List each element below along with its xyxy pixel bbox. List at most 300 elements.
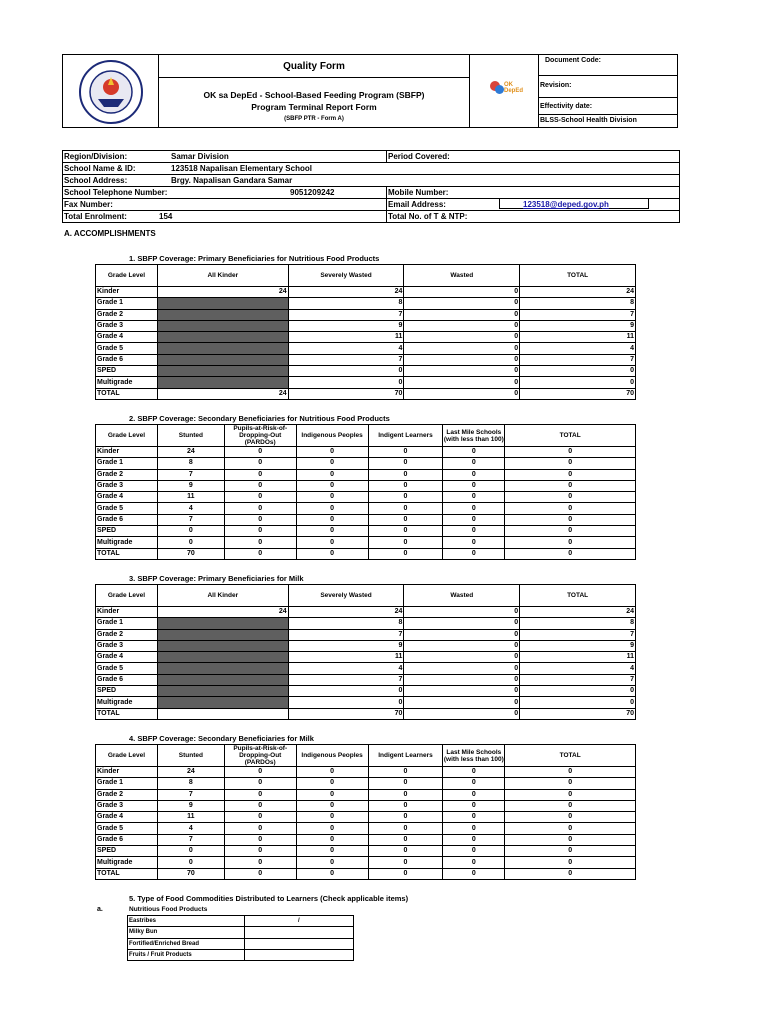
email-link[interactable]: 123518@deped.gov.ph (523, 200, 609, 209)
column-header: All Kinder (157, 585, 288, 607)
grade-level-cell: Grade 3 (96, 480, 158, 491)
value-cell: 0 (404, 618, 520, 629)
table-row (96, 469, 636, 480)
column-header: TOTAL (520, 265, 636, 287)
value-cell: 0 (443, 548, 505, 559)
value-cell: 0 (404, 343, 520, 354)
school-info-block (62, 150, 680, 223)
grade-level-cell: Kinder (96, 767, 158, 778)
value-cell: 0 (296, 789, 368, 800)
value-cell: 0 (520, 686, 636, 697)
ok-deped-logo-icon: OK DepEd (490, 79, 520, 97)
ok-logo-box (469, 54, 539, 128)
value-cell: 0 (443, 857, 505, 868)
value-cell: 0 (505, 800, 636, 811)
value-cell: 0 (520, 697, 636, 708)
value-cell: 0 (404, 320, 520, 331)
secondary-nutritious-table (95, 424, 636, 560)
tntp-label: Total No. of T & NTP: (388, 212, 468, 221)
school-name-label: School Name & ID: (64, 164, 136, 173)
value-cell: 70 (520, 388, 636, 399)
value-cell: 0 (296, 458, 368, 469)
value-cell: 11 (288, 652, 404, 663)
value-cell: 0 (404, 332, 520, 343)
grade-level-cell: SPED (96, 846, 158, 857)
value-cell: 0 (404, 686, 520, 697)
commodity-row (128, 949, 354, 960)
mobile-label: Mobile Number: (388, 188, 449, 197)
table-row (96, 354, 636, 365)
school-name-value: 123518 Napalisan Elementary School (171, 164, 312, 173)
value-cell: 0 (296, 537, 368, 548)
value-cell: 70 (288, 708, 404, 719)
value-cell: 7 (288, 309, 404, 320)
email-label: Email Address: (388, 200, 446, 209)
value-cell: 0 (157, 857, 224, 868)
table-row (96, 548, 636, 559)
value-cell: 0 (505, 480, 636, 491)
value-cell: 0 (505, 812, 636, 823)
value-cell: 0 (296, 447, 368, 458)
table-row (96, 537, 636, 548)
commodity-check-cell[interactable] (244, 938, 353, 949)
enrolment-label: Total Enrolment: (64, 212, 127, 221)
value-cell: 7 (157, 789, 224, 800)
value-cell: 0 (443, 823, 505, 834)
column-header: TOTAL (505, 745, 636, 767)
value-cell: 0 (443, 789, 505, 800)
value-cell: 0 (443, 767, 505, 778)
value-cell: 0 (224, 526, 296, 537)
column-header: TOTAL (505, 425, 636, 447)
value-cell: 0 (224, 846, 296, 857)
value-cell: 0 (505, 857, 636, 868)
grade-level-cell: TOTAL (96, 868, 158, 879)
column-header: Indigenous Peoples (296, 745, 368, 767)
value-cell: 8 (157, 458, 224, 469)
column-header: Pupils-at-Risk-of-Dropping-Out (PARDOs) (224, 745, 296, 767)
value-cell (157, 697, 288, 708)
value-cell: 0 (224, 458, 296, 469)
value-cell: 24 (157, 388, 288, 399)
value-cell: 0 (404, 309, 520, 320)
value-cell: 0 (368, 789, 443, 800)
value-cell: 4 (288, 663, 404, 674)
school-address-label: School Address: (64, 176, 128, 185)
grade-level-cell: SPED (96, 686, 158, 697)
value-cell: 0 (505, 767, 636, 778)
table-row (96, 503, 636, 514)
value-cell: 0 (505, 548, 636, 559)
table-row (96, 618, 636, 629)
commodity-check-cell[interactable] (244, 927, 353, 938)
value-cell: 0 (224, 778, 296, 789)
value-cell: 70 (288, 388, 404, 399)
value-cell: 0 (224, 492, 296, 503)
column-header: Wasted (404, 265, 520, 287)
table-row (96, 663, 636, 674)
grade-level-cell: TOTAL (96, 388, 158, 399)
value-cell: 0 (224, 812, 296, 823)
value-cell: 70 (520, 708, 636, 719)
grade-level-cell: Grade 4 (96, 492, 158, 503)
commodity-check-cell[interactable]: / (244, 916, 353, 927)
value-cell: 0 (224, 469, 296, 480)
value-cell (157, 366, 288, 377)
value-cell: 0 (368, 447, 443, 458)
primary-nutritious-table (95, 264, 636, 400)
value-cell: 7 (520, 354, 636, 365)
value-cell (157, 332, 288, 343)
commodities-caption: 5. Type of Food Commodities Distributed to Learners (Check applicable items) (129, 894, 409, 903)
column-header: Grade Level (96, 585, 158, 607)
form-code: (SBFP PTR - Form A) (284, 116, 344, 122)
value-cell: 0 (443, 480, 505, 491)
column-header: Severely Wasted (288, 265, 404, 287)
form-title-line1: OK sa DepEd - School-Based Feeding Program (SBFP) (203, 90, 425, 100)
value-cell: 0 (505, 834, 636, 845)
grade-level-cell: SPED (96, 526, 158, 537)
value-cell: 4 (288, 343, 404, 354)
column-header: All Kinder (157, 265, 288, 287)
grade-level-cell: SPED (96, 366, 158, 377)
grade-level-cell: Grade 5 (96, 823, 158, 834)
commodity-name: Fortified/Enriched Bread (128, 938, 245, 949)
column-header: Indigenous Peoples (296, 425, 368, 447)
grade-level-cell: Grade 5 (96, 503, 158, 514)
value-cell: 0 (288, 366, 404, 377)
form-header (62, 54, 678, 128)
column-header: Stunted (157, 425, 224, 447)
grade-level-cell: Grade 4 (96, 332, 158, 343)
commodity-check-cell[interactable] (244, 949, 353, 960)
value-cell: 24 (157, 767, 224, 778)
value-cell: 0 (368, 458, 443, 469)
phone-value: 9051209242 (290, 188, 335, 197)
grade-level-cell: Grade 2 (96, 309, 158, 320)
value-cell: 0 (224, 767, 296, 778)
value-cell: 0 (368, 514, 443, 525)
value-cell: 0 (368, 834, 443, 845)
value-cell: 0 (505, 514, 636, 525)
value-cell: 0 (443, 868, 505, 879)
school-address-value: Brgy. Napalisan Gandara Samar (171, 176, 293, 185)
value-cell: 8 (288, 298, 404, 309)
value-cell: 7 (288, 354, 404, 365)
table-row (96, 652, 636, 663)
grade-level-cell: Grade 4 (96, 812, 158, 823)
value-cell: 0 (368, 868, 443, 879)
commodities-table (127, 915, 354, 961)
grade-level-cell: Kinder (96, 607, 158, 618)
column-header: Wasted (404, 585, 520, 607)
value-cell: 9 (288, 640, 404, 651)
value-cell: 0 (368, 469, 443, 480)
value-cell: 0 (368, 778, 443, 789)
grade-level-cell: Grade 3 (96, 800, 158, 811)
value-cell: 0 (505, 537, 636, 548)
table-row (96, 298, 636, 309)
value-cell: 0 (443, 447, 505, 458)
commodity-name: Eastribes (128, 916, 245, 927)
value-cell: 0 (296, 868, 368, 879)
value-cell: 0 (505, 846, 636, 857)
table-row (96, 857, 636, 868)
value-cell (157, 652, 288, 663)
value-cell: 0 (443, 834, 505, 845)
commodities-sub-label: Nutritious Food Products (129, 906, 208, 913)
value-cell (157, 663, 288, 674)
value-cell: 0 (224, 480, 296, 491)
value-cell: 7 (157, 514, 224, 525)
value-cell: 0 (505, 503, 636, 514)
table-row (96, 514, 636, 525)
grade-level-cell: Grade 2 (96, 789, 158, 800)
value-cell: 0 (404, 388, 520, 399)
table-row (96, 674, 636, 685)
value-cell: 0 (288, 377, 404, 388)
column-header: Indigent Learners (368, 425, 443, 447)
value-cell: 0 (288, 686, 404, 697)
value-cell: 0 (296, 526, 368, 537)
table-row (96, 640, 636, 651)
document-code-label: Document Code: (545, 57, 601, 64)
grade-level-cell: Grade 1 (96, 618, 158, 629)
value-cell: 4 (520, 663, 636, 674)
value-cell: 4 (520, 343, 636, 354)
division-label: BLSS-School Health Division (540, 117, 637, 124)
value-cell: 0 (368, 526, 443, 537)
value-cell (157, 618, 288, 629)
value-cell: 9 (520, 640, 636, 651)
table-row (96, 607, 636, 618)
grade-level-cell: Kinder (96, 447, 158, 458)
column-header: TOTAL (520, 585, 636, 607)
value-cell: 0 (368, 846, 443, 857)
value-cell: 11 (288, 332, 404, 343)
value-cell: 9 (157, 800, 224, 811)
value-cell: 0 (505, 469, 636, 480)
value-cell: 0 (288, 697, 404, 708)
enrolment-value: 154 (159, 212, 173, 221)
value-cell: 0 (296, 469, 368, 480)
column-header: Grade Level (96, 265, 158, 287)
table-row (96, 868, 636, 879)
deped-seal-icon (78, 59, 144, 125)
value-cell: 0 (224, 868, 296, 879)
grade-level-cell: Grade 1 (96, 778, 158, 789)
value-cell: 0 (404, 629, 520, 640)
value-cell: 0 (443, 800, 505, 811)
value-cell: 0 (224, 800, 296, 811)
value-cell: 0 (224, 447, 296, 458)
value-cell: 0 (368, 548, 443, 559)
table-row (96, 480, 636, 491)
value-cell: 24 (157, 447, 224, 458)
grade-level-cell: Grade 5 (96, 663, 158, 674)
value-cell: 0 (505, 458, 636, 469)
commodity-name: Milky Bun (128, 927, 245, 938)
table4-caption: 4. SBFP Coverage: Secondary Beneficiaries for Milk (129, 734, 314, 743)
value-cell (157, 354, 288, 365)
value-cell: 0 (296, 492, 368, 503)
table-row (96, 287, 636, 298)
value-cell: 0 (520, 366, 636, 377)
value-cell: 0 (404, 287, 520, 298)
value-cell: 0 (157, 537, 224, 548)
value-cell: 7 (520, 674, 636, 685)
period-label: Period Covered: (388, 152, 450, 161)
column-header: Stunted (157, 745, 224, 767)
table-row (96, 629, 636, 640)
table-row (96, 343, 636, 354)
column-header: Pupils-at-Risk-of-Dropping-Out (PARDOs) (224, 425, 296, 447)
value-cell: 70 (157, 548, 224, 559)
grade-level-cell: TOTAL (96, 548, 158, 559)
value-cell: 0 (296, 767, 368, 778)
table-row (96, 686, 636, 697)
value-cell: 0 (505, 526, 636, 537)
commodity-row (128, 938, 354, 949)
commodities-sub-letter: a. (97, 906, 103, 913)
table3-caption: 3. SBFP Coverage: Primary Beneficiaries for Milk (129, 574, 304, 583)
table1-caption: 1. SBFP Coverage: Primary Beneficiaries for Nutritious Food Products (129, 254, 380, 263)
value-cell: 0 (296, 778, 368, 789)
value-cell: 0 (224, 514, 296, 525)
value-cell: 24 (288, 607, 404, 618)
table-row (96, 377, 636, 388)
column-header: Last Mile Schools (with less than 100) (443, 745, 505, 767)
value-cell: 0 (505, 492, 636, 503)
value-cell: 24 (157, 287, 288, 298)
value-cell (157, 377, 288, 388)
section-a-heading: A. ACCOMPLISHMENTS (64, 229, 156, 238)
value-cell: 0 (443, 469, 505, 480)
quality-form-title: Quality Form (283, 61, 345, 72)
value-cell: 0 (296, 480, 368, 491)
value-cell: 0 (224, 537, 296, 548)
value-cell: 0 (404, 366, 520, 377)
value-cell: 0 (296, 800, 368, 811)
seal-box (62, 54, 159, 128)
grade-level-cell: Grade 1 (96, 458, 158, 469)
value-cell: 0 (505, 868, 636, 879)
value-cell: 0 (296, 812, 368, 823)
table-row (96, 812, 636, 823)
effectivity-label: Effectivity date: (540, 103, 593, 110)
value-cell: 9 (157, 480, 224, 491)
value-cell: 0 (368, 503, 443, 514)
value-cell: 0 (296, 514, 368, 525)
value-cell: 7 (288, 629, 404, 640)
value-cell (157, 708, 288, 719)
table-row (96, 458, 636, 469)
value-cell: 7 (157, 469, 224, 480)
value-cell: 0 (224, 503, 296, 514)
value-cell: 0 (368, 492, 443, 503)
table-row (96, 708, 636, 719)
value-cell: 0 (443, 492, 505, 503)
value-cell: 8 (157, 778, 224, 789)
grade-level-cell: Multigrade (96, 857, 158, 868)
value-cell: 9 (520, 320, 636, 331)
value-cell: 0 (224, 834, 296, 845)
value-cell: 0 (296, 548, 368, 559)
value-cell (157, 640, 288, 651)
value-cell: 0 (296, 823, 368, 834)
table-row (96, 366, 636, 377)
value-cell: 0 (368, 767, 443, 778)
value-cell: 0 (404, 298, 520, 309)
value-cell: 0 (368, 857, 443, 868)
form-title-line2: Program Terminal Report Form (251, 102, 377, 112)
grade-level-cell: Kinder (96, 287, 158, 298)
value-cell: 0 (368, 812, 443, 823)
value-cell: 11 (157, 812, 224, 823)
value-cell: 0 (404, 377, 520, 388)
grade-level-cell: Grade 3 (96, 320, 158, 331)
value-cell: 24 (157, 607, 288, 618)
value-cell: 0 (224, 823, 296, 834)
value-cell (157, 674, 288, 685)
value-cell: 0 (296, 834, 368, 845)
column-header: Indigent Learners (368, 745, 443, 767)
table-row (96, 789, 636, 800)
grade-level-cell: Grade 3 (96, 640, 158, 651)
value-cell: 11 (157, 492, 224, 503)
value-cell: 0 (505, 823, 636, 834)
table-row (96, 320, 636, 331)
secondary-milk-table (95, 744, 636, 880)
region-label: Region/Division: (64, 152, 128, 161)
value-cell: 0 (296, 503, 368, 514)
value-cell: 0 (404, 697, 520, 708)
value-cell (157, 343, 288, 354)
value-cell: 0 (368, 823, 443, 834)
table-row (96, 697, 636, 708)
value-cell: 70 (157, 868, 224, 879)
value-cell: 0 (224, 857, 296, 868)
grade-level-cell: Multigrade (96, 537, 158, 548)
table2-caption: 2. SBFP Coverage: Secondary Beneficiaries for Nutritious Food Products (129, 414, 390, 423)
value-cell: 24 (288, 287, 404, 298)
value-cell: 0 (368, 480, 443, 491)
revision-label: Revision: (540, 82, 572, 89)
value-cell: 24 (520, 607, 636, 618)
value-cell (157, 629, 288, 640)
value-cell: 0 (443, 778, 505, 789)
value-cell: 0 (443, 514, 505, 525)
value-cell: 0 (224, 789, 296, 800)
value-cell: 0 (404, 663, 520, 674)
table-row (96, 388, 636, 399)
value-cell: 8 (288, 618, 404, 629)
value-cell (157, 686, 288, 697)
value-cell: 4 (157, 823, 224, 834)
value-cell: 0 (404, 354, 520, 365)
column-header: Last Mile Schools (with less than 100) (443, 425, 505, 447)
value-cell: 0 (296, 857, 368, 868)
value-cell: 0 (224, 548, 296, 559)
value-cell: 0 (505, 789, 636, 800)
value-cell: 0 (505, 778, 636, 789)
value-cell: 0 (505, 447, 636, 458)
table-row (96, 309, 636, 320)
value-cell: 7 (157, 834, 224, 845)
value-cell: 0 (157, 526, 224, 537)
value-cell: 7 (520, 629, 636, 640)
grade-level-cell: Grade 6 (96, 514, 158, 525)
